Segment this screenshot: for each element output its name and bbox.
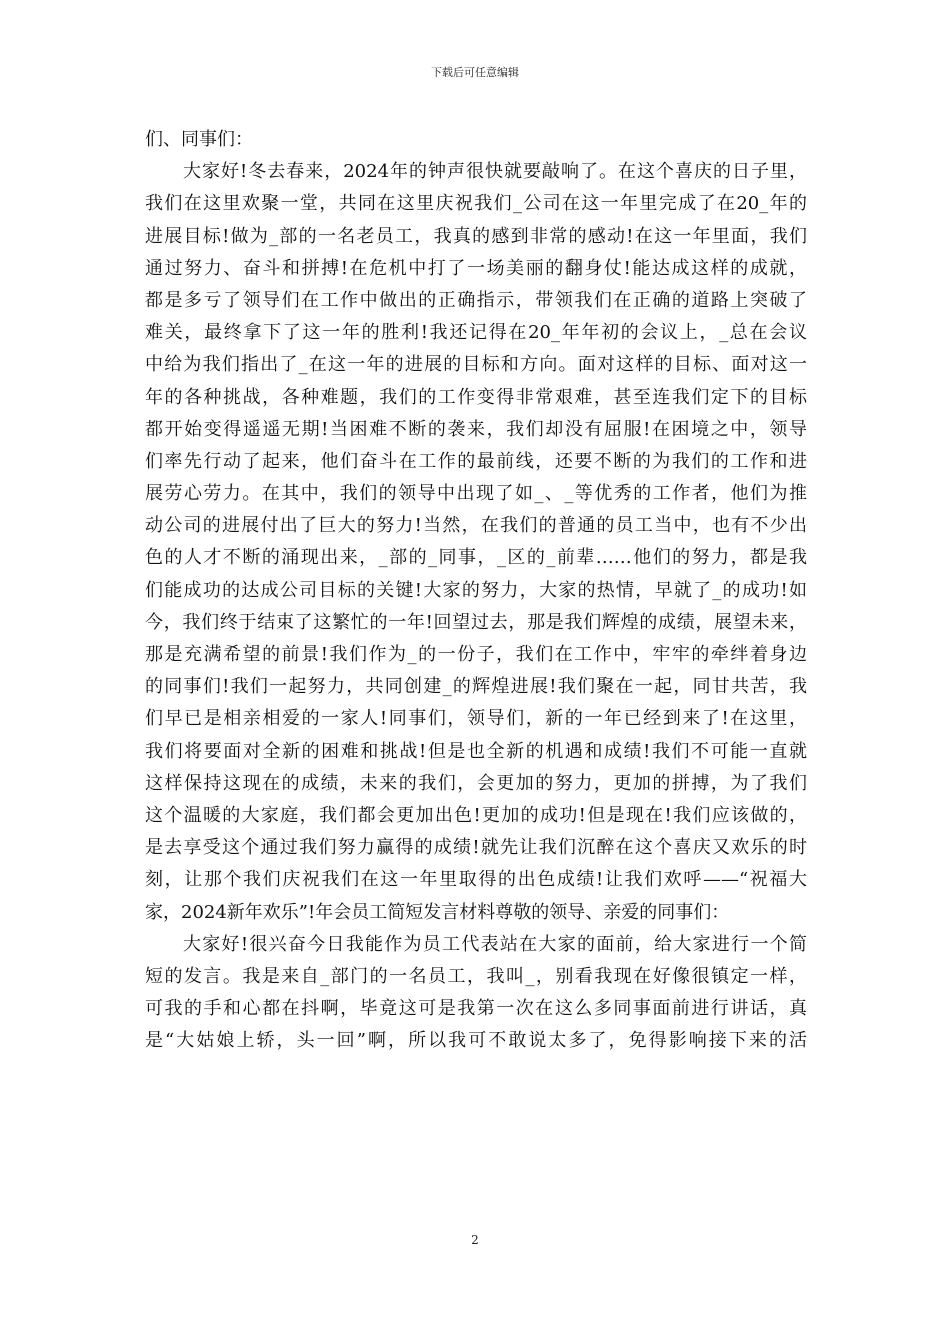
text-line: 这样保持这现在的成绩，未来的我们，会更加的努力，更加的拼搏，为了我们	[145, 772, 807, 794]
text-line: 都开始变得遥遥无期!当困难不断的袭来，我们却没有屈服!在困境之中，领导	[145, 418, 807, 440]
text-line: 的同事们!我们一起努力，共同创建_的辉煌进展!我们聚在一起，同甘共苦，我	[145, 676, 807, 698]
text-line: 是去享受这个通过我们努力赢得的成绩!就先让我们沉醉在这个喜庆又欢乐的时	[145, 837, 807, 859]
text-line: 通过努力、奋斗和拼搏!在危机中打了一场美丽的翻身仗!能达成这样的成就，	[145, 257, 807, 279]
text-line: 那是充满希望的前景!我们作为_的一份子，我们在工作中，牢牢的牵绊着身边	[145, 644, 807, 665]
text-line: 色的人才不断的涌现出来，_部的_同事，_区的_前辈……他们的努力，都是我	[145, 547, 807, 569]
text-line: 难关，最终拿下了这一年的胜利!我还记得在20_年年初的会议上，_总在会议	[145, 322, 807, 344]
text-line: 们早已是相亲相爱的一家人!同事们，领导们，新的一年已经到来了!在这里，	[145, 708, 807, 730]
text-line: 年的各种挑战，各种难题，我们的工作变得非常艰难，甚至连我们定下的目标	[145, 386, 807, 408]
text-line: 动公司的进展付出了巨大的努力!当然，在我们的普通的员工当中，也有不少出	[145, 515, 807, 537]
document-body	[145, 124, 807, 1057]
text-line: 们、同事们：	[145, 129, 253, 150]
text-line: 们能成功的达成公司目标的关键!大家的努力，大家的热情，早就了_的成功!如	[145, 579, 807, 601]
text-line: 刻，让那个我们庆祝我们在这一年里取得的出色成绩!让我们欢呼——“祝福大	[145, 869, 807, 891]
text-line: 都是多亏了领导们在工作中做出的正确指示，带领我们在正确的道路上突破了	[145, 289, 807, 311]
text-line: 进展目标!做为_部的一名老员工，我真的感到非常的感动!在这一年里面，我们	[145, 225, 807, 247]
text-line: 我们在这里欢聚一堂，共同在这里庆祝我们_公司在这一年里完成了在20_年的	[145, 193, 807, 215]
text-line: 大家好!冬去春来，2024年的钟声很快就要敲响了。在这个喜庆的日子里，	[183, 161, 807, 183]
page-number: 2	[471, 1233, 479, 1247]
text-line: 可我的手和心都在抖啊，毕竟这可是我第一次在这么多同事面前进行讲话，真	[145, 998, 807, 1020]
text-line: 这个温暖的大家庭，我们都会更加出色!更加的成功!但是现在!我们应该做的，	[145, 804, 807, 826]
text-line: 我们将要面对全新的困难和挑战!但是也全新的机遇和成绩!我们不可能一直就	[145, 740, 807, 762]
text-line: 们率先行动了起来，他们奋斗在工作的最前线，还要不断的为我们的工作和进	[145, 450, 807, 472]
page-header: 下载后可任意编辑	[431, 66, 519, 79]
text-line: 短的发言。我是来自_部门的一名员工，我叫_，别看我现在好像很镇定一样，	[145, 965, 807, 987]
text-line: 展劳心劳力。在其中，我们的领导中出现了如_、_等优秀的工作者，他们为推	[145, 483, 807, 505]
text-line: 是“大姑娘上轿，头一回”啊，所以我可不敢说太多了，免得影响接下来的活	[145, 1030, 807, 1052]
text-line: 家，2024新年欢乐”!年会员工简短发言材料尊敬的领导、亲爱的同事们：	[145, 901, 730, 923]
text-line: 今，我们终于结束了这繁忙的一年!回望过去，那是我们辉煌的成绩，展望未来，	[145, 611, 807, 633]
text-line: 大家好!很兴奋今日我能作为员工代表站在大家的面前，给大家进行一个简	[183, 933, 807, 955]
text-line: 中给为我们指出了_在这一年的进展的目标和方向。面对这样的目标、面对这一	[145, 354, 807, 376]
